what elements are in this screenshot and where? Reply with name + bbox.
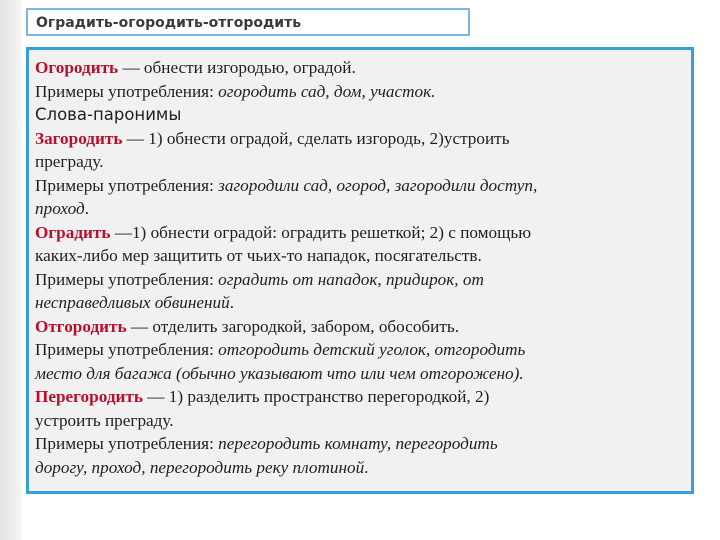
ogradit-examples-line: [35, 268, 691, 292]
otgorodit-examples-line: [35, 338, 691, 362]
ogorodit-definition: — обнести изгородью, оградой.: [118, 58, 356, 77]
slide-title: Оградить-огородить-отгородить: [36, 15, 302, 31]
title-box: [26, 8, 470, 36]
term-ogorodit: Огородить: [35, 58, 119, 77]
zagorodit-examples-end: .: [84, 199, 89, 218]
otgorodit-definition: — отделить загородкой, забором, обособить.: [126, 316, 459, 336]
otgorodit-examples-line-2: место для багажа (обычно указывают что или чем отгорожено).: [35, 363, 524, 383]
term-zagorodit: Загородить: [35, 128, 123, 148]
peregorodit-examples-line-2: [35, 456, 691, 480]
examples-label: Примеры употребления:: [35, 434, 219, 453]
zagorodit-examples-2: проход: [35, 199, 85, 218]
ogradit-examples-2: несправедливых обвинений: [35, 293, 230, 312]
term-otgorodit: Отгородить: [35, 316, 127, 336]
zagorodit-definition-1: — 1) обнести оградой, сделать изгородь, 2)устроить: [122, 128, 510, 148]
peregorodit-examples-1: перегородить комнату, перегородить: [218, 434, 498, 453]
ogorodit-examples-line: [35, 80, 691, 104]
term-ogradit: Оградить: [35, 222, 111, 242]
zagorodit-definition-line: [35, 127, 691, 151]
ogradit-examples-end: .: [229, 293, 235, 312]
peregorodit-examples-end: .: [364, 457, 369, 477]
otgorodit-examples-1: отгородить детский уголок, отгородить: [218, 340, 526, 359]
ogradit-definition-1: —1) обнести оградой: оградить решеткой; 2) с помощью: [110, 222, 532, 242]
examples-label: Примеры употребления:: [35, 81, 219, 101]
zagorodit-definition-line-2: преграду.: [35, 152, 104, 171]
peregorodit-examples-2: дорогу, проход, перегородить реку плотиной: [35, 457, 365, 477]
term-peregorodit: Перегородить: [35, 387, 143, 406]
zagorodit-examples-1: загородили сад, огород, загородили доступ,: [218, 175, 538, 195]
examples-label: Примеры употребления:: [35, 269, 219, 289]
otgorodit-definition-line: [35, 315, 691, 339]
left-decorative-band: [0, 0, 22, 540]
ogradit-definition-line-2: каких-либо мер защитить от чьих-то нападок, посягательств.: [35, 246, 482, 265]
paronyms-heading: Слова-паронимы: [35, 105, 182, 124]
examples-label: Примеры употребления:: [35, 340, 219, 359]
peregorodit-definition-line: [35, 385, 691, 409]
content-box: [26, 47, 694, 494]
ogradit-definition-line: [35, 221, 691, 245]
zagorodit-examples-line-2: [35, 197, 691, 221]
ogorodit-examples: огородить сад, дом, участок.: [218, 81, 436, 101]
peregorodit-examples-line: [35, 432, 691, 456]
ogorodit-definition-line: [35, 56, 691, 80]
peregorodit-definition-line-2: устроить преграду.: [35, 410, 174, 430]
ogradit-examples-line-2: [35, 291, 691, 315]
zagorodit-examples-line: [35, 174, 691, 198]
examples-label: Примеры употребления:: [35, 175, 219, 195]
ogradit-examples-1: оградить от нападок, придирок, от: [218, 269, 484, 289]
peregorodit-definition-1: — 1) разделить пространство перегородкой, 2): [142, 387, 490, 406]
